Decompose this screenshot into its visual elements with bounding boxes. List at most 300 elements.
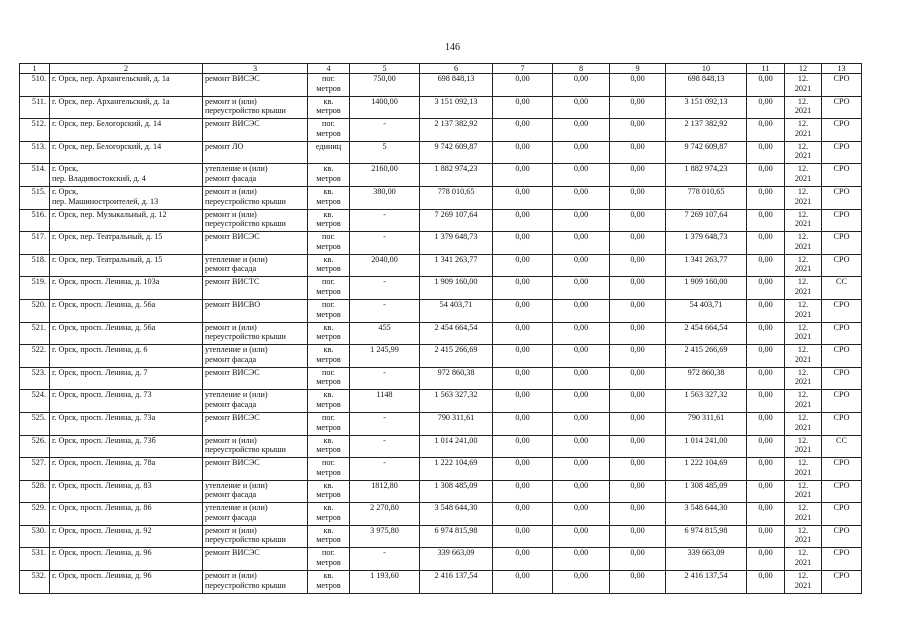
deadline-cell-line: 12. bbox=[797, 186, 809, 196]
total-cost-cell: 698 848,13 bbox=[420, 74, 493, 97]
deadline-cell-line: 2021 bbox=[794, 332, 812, 342]
unit-cell-line: метров bbox=[316, 467, 341, 477]
address-cell-line: г. Орск, просп. Ленина, д. 86 bbox=[52, 503, 152, 513]
deadline-cell-line: 12. bbox=[797, 277, 809, 287]
quantity-cell: - bbox=[350, 435, 420, 458]
table-row bbox=[20, 209, 862, 232]
table-body bbox=[20, 74, 862, 594]
column-number-row bbox=[20, 64, 862, 74]
quantity-cell: 1148 bbox=[350, 390, 420, 413]
unit-cell-line: пог. bbox=[322, 458, 335, 468]
row-number-cell: 530. bbox=[20, 525, 50, 548]
method-cell: СРО bbox=[822, 548, 862, 571]
deadline-cell-line: 12. bbox=[797, 322, 809, 332]
deadline-cell-line: 2021 bbox=[794, 151, 812, 161]
table-row bbox=[20, 322, 862, 345]
table-row bbox=[20, 503, 862, 526]
column-header: 4 bbox=[308, 64, 350, 74]
row-number-cell: 510. bbox=[20, 74, 50, 97]
address-cell-line: г. Орск, просп. Ленина, д. 73б bbox=[52, 435, 156, 445]
quantity-cell: 2 270,80 bbox=[350, 503, 420, 526]
address-cell bbox=[50, 390, 203, 413]
value-cell: 0,00 bbox=[553, 232, 610, 255]
repair-plan-table bbox=[19, 63, 862, 594]
table-row bbox=[20, 458, 862, 481]
value-cell: 0,00 bbox=[610, 503, 666, 526]
deadline-cell-line: 2021 bbox=[794, 580, 812, 590]
fund-cost-cell: 2 137 382,92 bbox=[666, 119, 747, 142]
value-cell: 0,00 bbox=[610, 74, 666, 97]
address-cell-line: г. Орск, просп. Ленина, д. 83 bbox=[52, 480, 152, 490]
value-cell: 0,00 bbox=[610, 480, 666, 503]
value-cell: 0,00 bbox=[747, 435, 785, 458]
work-type-cell bbox=[203, 458, 308, 481]
address-cell bbox=[50, 322, 203, 345]
deadline-cell-line: 2021 bbox=[794, 445, 812, 455]
table-row bbox=[20, 164, 862, 187]
value-cell: 0,00 bbox=[610, 164, 666, 187]
address-cell-line: г. Орск, пер. Музыкальный, д. 12 bbox=[52, 209, 167, 219]
work-type-cell-line: ремонт ВИСЭС bbox=[205, 232, 260, 242]
value-cell: 0,00 bbox=[553, 525, 610, 548]
address-cell-line: г. Орск, пер. Белогорский, д. 14 bbox=[52, 119, 162, 129]
deadline-cell-line: 2021 bbox=[794, 354, 812, 364]
method-cell: СРО bbox=[822, 141, 862, 164]
row-number-cell: 522. bbox=[20, 345, 50, 368]
value-cell: 0,00 bbox=[747, 277, 785, 300]
table-row bbox=[20, 525, 862, 548]
fund-cost-cell: 790 311,61 bbox=[666, 412, 747, 435]
work-type-cell-line: ремонт фасада bbox=[205, 354, 257, 364]
table-row bbox=[20, 254, 862, 277]
unit-cell-line: метров bbox=[316, 241, 341, 251]
work-type-cell-line: ремонт ВИСВО bbox=[205, 299, 261, 309]
unit-cell-line: кв. bbox=[323, 96, 334, 106]
address-cell-line: г. Орск, пер. Белогорский, д. 14 bbox=[52, 141, 162, 151]
table-row bbox=[20, 548, 862, 571]
work-type-cell-line: ремонт и (или) bbox=[205, 186, 257, 196]
table-row bbox=[20, 74, 862, 97]
unit-cell-line: пог. bbox=[322, 74, 335, 83]
work-type-cell-line: переустройство крыши bbox=[205, 580, 286, 590]
work-type-cell-line: ремонт ЛО bbox=[205, 141, 244, 151]
deadline-cell-line: 12. bbox=[797, 74, 809, 83]
fund-cost-cell: 1 563 327,32 bbox=[666, 390, 747, 413]
unit-cell bbox=[308, 96, 350, 119]
work-type-cell-line: утепление и (или) bbox=[205, 254, 268, 264]
quantity-cell: - bbox=[350, 367, 420, 390]
deadline-cell-line: 12. bbox=[797, 345, 809, 355]
method-cell: СРО bbox=[822, 480, 862, 503]
address-cell bbox=[50, 548, 203, 571]
address-cell bbox=[50, 435, 203, 458]
deadline-cell bbox=[785, 367, 822, 390]
value-cell: 0,00 bbox=[610, 209, 666, 232]
address-cell bbox=[50, 96, 203, 119]
unit-cell-line: кв. bbox=[323, 322, 334, 332]
value-cell: 0,00 bbox=[610, 322, 666, 345]
deadline-cell bbox=[785, 412, 822, 435]
total-cost-cell: 790 311,61 bbox=[420, 412, 493, 435]
unit-cell-line: кв. bbox=[323, 345, 334, 355]
unit-cell bbox=[308, 254, 350, 277]
deadline-cell-line: 12. bbox=[797, 232, 809, 242]
method-cell: СРО bbox=[822, 367, 862, 390]
address-cell-line: г. Орск, bbox=[52, 164, 79, 174]
fund-cost-cell: 2 416 137,54 bbox=[666, 571, 747, 594]
unit-cell-line: метров bbox=[316, 264, 341, 274]
value-cell: 0,00 bbox=[610, 367, 666, 390]
unit-cell bbox=[308, 458, 350, 481]
work-type-cell bbox=[203, 186, 308, 209]
fund-cost-cell: 972 860,38 bbox=[666, 367, 747, 390]
address-cell bbox=[50, 525, 203, 548]
row-number-cell: 519. bbox=[20, 277, 50, 300]
work-type-cell-line: ремонт и (или) bbox=[205, 435, 257, 445]
value-cell: 0,00 bbox=[553, 435, 610, 458]
row-number-cell: 511. bbox=[20, 96, 50, 119]
unit-cell-line: кв. bbox=[323, 435, 334, 445]
unit-cell-line: кв. bbox=[323, 164, 334, 174]
address-cell-line: г. Орск, пер. Театральный, д. 15 bbox=[52, 232, 163, 242]
work-type-cell-line: ремонт и (или) bbox=[205, 525, 257, 535]
unit-cell bbox=[308, 525, 350, 548]
value-cell: 0,00 bbox=[747, 367, 785, 390]
unit-cell bbox=[308, 232, 350, 255]
work-type-cell-line: переустройство крыши bbox=[205, 332, 286, 342]
value-cell: 0,00 bbox=[610, 299, 666, 322]
work-type-cell-line: утепление и (или) bbox=[205, 345, 268, 355]
method-cell: СРО bbox=[822, 299, 862, 322]
unit-cell bbox=[308, 503, 350, 526]
deadline-cell-line: 2021 bbox=[794, 286, 812, 296]
method-cell: СРО bbox=[822, 96, 862, 119]
deadline-cell bbox=[785, 141, 822, 164]
deadline-cell-line: 2021 bbox=[794, 83, 812, 93]
unit-cell-line: метров bbox=[316, 83, 341, 93]
fund-cost-cell: 3 151 092,13 bbox=[666, 96, 747, 119]
fund-cost-cell: 3 548 644,30 bbox=[666, 503, 747, 526]
deadline-cell-line: 12. bbox=[797, 390, 809, 400]
method-cell: СРО bbox=[822, 74, 862, 97]
deadline-cell-line: 12. bbox=[797, 299, 809, 309]
quantity-cell: - bbox=[350, 299, 420, 322]
unit-cell-line: кв. bbox=[323, 525, 334, 535]
value-cell: 0,00 bbox=[493, 209, 553, 232]
deadline-cell-line: 12. bbox=[797, 548, 809, 558]
method-cell: СРО bbox=[822, 164, 862, 187]
method-cell: СРО bbox=[822, 458, 862, 481]
address-cell-line: пер. Владивостокский, д. 4 bbox=[52, 173, 146, 183]
deadline-cell-line: 12. bbox=[797, 209, 809, 219]
quantity-cell: 455 bbox=[350, 322, 420, 345]
value-cell: 0,00 bbox=[493, 164, 553, 187]
row-number-cell: 514. bbox=[20, 164, 50, 187]
value-cell: 0,00 bbox=[553, 480, 610, 503]
deadline-cell-line: 2021 bbox=[794, 490, 812, 500]
value-cell: 0,00 bbox=[553, 390, 610, 413]
address-cell bbox=[50, 254, 203, 277]
unit-cell-line: метров bbox=[316, 558, 341, 568]
total-cost-cell: 7 269 107,64 bbox=[420, 209, 493, 232]
address-cell-line: г. Орск, просп. Ленина, д. 103а bbox=[52, 277, 160, 287]
value-cell: 0,00 bbox=[493, 322, 553, 345]
deadline-cell bbox=[785, 74, 822, 97]
unit-cell-line: метров bbox=[316, 196, 341, 206]
column-header: 13 bbox=[822, 64, 862, 74]
work-type-cell bbox=[203, 141, 308, 164]
address-cell-line: г. Орск, просп. Ленина, д. 73а bbox=[52, 412, 156, 422]
fund-cost-cell: 2 415 266,69 bbox=[666, 345, 747, 368]
column-header: 8 bbox=[553, 64, 610, 74]
quantity-cell: - bbox=[350, 277, 420, 300]
deadline-cell-line: 2021 bbox=[794, 219, 812, 229]
method-cell: СС bbox=[822, 435, 862, 458]
work-type-cell bbox=[203, 119, 308, 142]
value-cell: 0,00 bbox=[747, 141, 785, 164]
unit-cell bbox=[308, 345, 350, 368]
fund-cost-cell: 1 882 974,23 bbox=[666, 164, 747, 187]
deadline-cell bbox=[785, 503, 822, 526]
address-cell-line: г. Орск, просп. Ленина, д. 6 bbox=[52, 345, 148, 355]
work-type-cell-line: утепление и (или) bbox=[205, 390, 268, 400]
total-cost-cell: 9 742 609,87 bbox=[420, 141, 493, 164]
deadline-cell bbox=[785, 186, 822, 209]
address-cell-line: г. Орск, пер. Архангельский, д. 1а bbox=[52, 74, 170, 83]
column-header: 11 bbox=[747, 64, 785, 74]
unit-cell-line: кв. bbox=[323, 209, 334, 219]
value-cell: 0,00 bbox=[747, 299, 785, 322]
page-number: 146 bbox=[445, 42, 460, 53]
deadline-cell bbox=[785, 96, 822, 119]
work-type-cell-line: ремонт ВИСЭС bbox=[205, 458, 260, 468]
unit-cell-line: кв. bbox=[323, 480, 334, 490]
value-cell: 0,00 bbox=[553, 458, 610, 481]
fund-cost-cell: 1 222 104,69 bbox=[666, 458, 747, 481]
row-number-cell: 512. bbox=[20, 119, 50, 142]
deadline-cell-line: 12. bbox=[797, 141, 809, 151]
value-cell: 0,00 bbox=[493, 254, 553, 277]
deadline-cell-line: 12. bbox=[797, 119, 809, 129]
table-row bbox=[20, 141, 862, 164]
work-type-cell-line: ремонт ВИСЭС bbox=[205, 548, 260, 558]
unit-cell-line: метров bbox=[316, 535, 341, 545]
unit-cell-line: метров bbox=[316, 580, 341, 590]
quantity-cell: - bbox=[350, 209, 420, 232]
deadline-cell bbox=[785, 525, 822, 548]
address-cell-line: г. Орск, просп. Ленина, д. 78а bbox=[52, 458, 156, 468]
unit-cell-line: метров bbox=[316, 512, 341, 522]
value-cell: 0,00 bbox=[747, 571, 785, 594]
fund-cost-cell: 7 269 107,64 bbox=[666, 209, 747, 232]
quantity-cell: 1812,80 bbox=[350, 480, 420, 503]
work-type-cell-line: переустройство крыши bbox=[205, 196, 286, 206]
total-cost-cell: 1 882 974,23 bbox=[420, 164, 493, 187]
work-type-cell bbox=[203, 164, 308, 187]
value-cell: 0,00 bbox=[493, 299, 553, 322]
total-cost-cell: 972 860,38 bbox=[420, 367, 493, 390]
value-cell: 0,00 bbox=[747, 232, 785, 255]
row-number-cell: 515. bbox=[20, 186, 50, 209]
address-cell bbox=[50, 141, 203, 164]
deadline-cell-line: 12. bbox=[797, 503, 809, 513]
value-cell: 0,00 bbox=[553, 503, 610, 526]
work-type-cell bbox=[203, 548, 308, 571]
work-type-cell-line: переустройство крыши bbox=[205, 445, 286, 455]
value-cell: 0,00 bbox=[553, 254, 610, 277]
address-cell-line: г. Орск, пер. Архангельский, д. 1а bbox=[52, 96, 170, 106]
row-number-cell: 521. bbox=[20, 322, 50, 345]
row-number-cell: 525. bbox=[20, 412, 50, 435]
row-number-cell: 526. bbox=[20, 435, 50, 458]
unit-cell bbox=[308, 141, 350, 164]
column-header: 10 bbox=[666, 64, 747, 74]
work-type-cell-line: ремонт и (или) bbox=[205, 322, 257, 332]
fund-cost-cell: 778 010,65 bbox=[666, 186, 747, 209]
deadline-cell-line: 2021 bbox=[794, 558, 812, 568]
method-cell: СРО bbox=[822, 390, 862, 413]
address-cell bbox=[50, 480, 203, 503]
work-type-cell bbox=[203, 367, 308, 390]
work-type-cell-line: переустройство крыши bbox=[205, 219, 286, 229]
table-row bbox=[20, 277, 862, 300]
value-cell: 0,00 bbox=[493, 186, 553, 209]
value-cell: 0,00 bbox=[610, 458, 666, 481]
value-cell: 0,00 bbox=[493, 458, 553, 481]
method-cell: СРО bbox=[822, 571, 862, 594]
unit-cell-line: пог. bbox=[322, 299, 335, 309]
work-type-cell-line: ремонт фасада bbox=[205, 264, 257, 274]
address-cell bbox=[50, 186, 203, 209]
method-cell: СРО bbox=[822, 119, 862, 142]
deadline-cell-line: 2021 bbox=[794, 422, 812, 432]
deadline-cell-line: 2021 bbox=[794, 399, 812, 409]
value-cell: 0,00 bbox=[553, 412, 610, 435]
deadline-cell-line: 2021 bbox=[794, 467, 812, 477]
unit-cell-line: кв. bbox=[323, 254, 334, 264]
deadline-cell-line: 2021 bbox=[794, 309, 812, 319]
work-type-cell-line: ремонт ВИСЭС bbox=[205, 367, 260, 377]
value-cell: 0,00 bbox=[493, 96, 553, 119]
unit-cell-line: метров bbox=[316, 354, 341, 364]
quantity-cell: 1 193,60 bbox=[350, 571, 420, 594]
deadline-cell-line: 2021 bbox=[794, 535, 812, 545]
fund-cost-cell: 1 014 241,00 bbox=[666, 435, 747, 458]
work-type-cell bbox=[203, 412, 308, 435]
deadline-cell-line: 2021 bbox=[794, 128, 812, 138]
table-row bbox=[20, 186, 862, 209]
address-cell bbox=[50, 345, 203, 368]
deadline-cell-line: 12. bbox=[797, 254, 809, 264]
deadline-cell bbox=[785, 299, 822, 322]
deadline-cell bbox=[785, 390, 822, 413]
column-header: 12 bbox=[785, 64, 822, 74]
deadline-cell-line: 2021 bbox=[794, 377, 812, 387]
value-cell: 0,00 bbox=[493, 412, 553, 435]
value-cell: 0,00 bbox=[747, 345, 785, 368]
table-row bbox=[20, 390, 862, 413]
unit-cell-line: кв. bbox=[323, 571, 334, 581]
work-type-cell bbox=[203, 525, 308, 548]
total-cost-cell: 2 415 266,69 bbox=[420, 345, 493, 368]
quantity-cell: 5 bbox=[350, 141, 420, 164]
unit-cell-line: метров bbox=[316, 490, 341, 500]
value-cell: 0,00 bbox=[493, 548, 553, 571]
work-type-cell-line: переустройство крыши bbox=[205, 535, 286, 545]
row-number-cell: 513. bbox=[20, 141, 50, 164]
fund-cost-cell: 1 379 648,73 bbox=[666, 232, 747, 255]
total-cost-cell: 1 909 160,00 bbox=[420, 277, 493, 300]
total-cost-cell: 778 010,65 bbox=[420, 186, 493, 209]
table-row bbox=[20, 367, 862, 390]
quantity-cell: - bbox=[350, 119, 420, 142]
method-cell: СРО bbox=[822, 345, 862, 368]
row-number-cell: 529. bbox=[20, 503, 50, 526]
table-row bbox=[20, 412, 862, 435]
deadline-cell bbox=[785, 458, 822, 481]
column-header: 2 bbox=[50, 64, 203, 74]
total-cost-cell: 2 454 664,54 bbox=[420, 322, 493, 345]
value-cell: 0,00 bbox=[747, 322, 785, 345]
value-cell: 0,00 bbox=[747, 412, 785, 435]
work-type-cell bbox=[203, 74, 308, 97]
address-cell-line: г. Орск, пер. Театральный, д. 15 bbox=[52, 254, 163, 264]
address-cell bbox=[50, 277, 203, 300]
value-cell: 0,00 bbox=[747, 119, 785, 142]
unit-cell-line: метров bbox=[316, 106, 341, 116]
table-row bbox=[20, 480, 862, 503]
quantity-cell: 750,00 bbox=[350, 74, 420, 97]
total-cost-cell: 1 308 485,09 bbox=[420, 480, 493, 503]
work-type-cell-line: ремонт ВИСЭС bbox=[205, 74, 260, 83]
value-cell: 0,00 bbox=[747, 254, 785, 277]
work-type-cell bbox=[203, 232, 308, 255]
deadline-cell-line: 12. bbox=[797, 458, 809, 468]
value-cell: 0,00 bbox=[610, 412, 666, 435]
work-type-cell-line: ремонт ВИСЭС bbox=[205, 412, 260, 422]
quantity-cell: - bbox=[350, 232, 420, 255]
unit-cell bbox=[308, 209, 350, 232]
row-number-cell: 517. bbox=[20, 232, 50, 255]
column-header: 9 bbox=[610, 64, 666, 74]
address-cell-line: г. Орск, просп. Ленина, д. 56а bbox=[52, 299, 156, 309]
unit-cell-line: кв. bbox=[323, 503, 334, 513]
value-cell: 0,00 bbox=[553, 299, 610, 322]
total-cost-cell: 2 137 382,92 bbox=[420, 119, 493, 142]
unit-cell-line: единиц bbox=[315, 141, 342, 151]
value-cell: 0,00 bbox=[747, 525, 785, 548]
deadline-cell bbox=[785, 277, 822, 300]
column-header: 7 bbox=[493, 64, 553, 74]
unit-cell bbox=[308, 322, 350, 345]
column-header: 6 bbox=[420, 64, 493, 74]
method-cell: СРО bbox=[822, 186, 862, 209]
unit-cell-line: метров bbox=[316, 309, 341, 319]
fund-cost-cell: 6 974 815,98 bbox=[666, 525, 747, 548]
total-cost-cell: 3 151 092,13 bbox=[420, 96, 493, 119]
work-type-cell-line: утепление и (или) bbox=[205, 480, 268, 490]
value-cell: 0,00 bbox=[493, 74, 553, 97]
deadline-cell bbox=[785, 322, 822, 345]
fund-cost-cell: 9 742 609,87 bbox=[666, 141, 747, 164]
work-type-cell-line: ремонт и (или) bbox=[205, 209, 257, 219]
quantity-cell: - bbox=[350, 458, 420, 481]
value-cell: 0,00 bbox=[493, 277, 553, 300]
unit-cell bbox=[308, 299, 350, 322]
address-cell bbox=[50, 209, 203, 232]
method-cell: СС bbox=[822, 277, 862, 300]
column-header: 1 bbox=[20, 64, 50, 74]
